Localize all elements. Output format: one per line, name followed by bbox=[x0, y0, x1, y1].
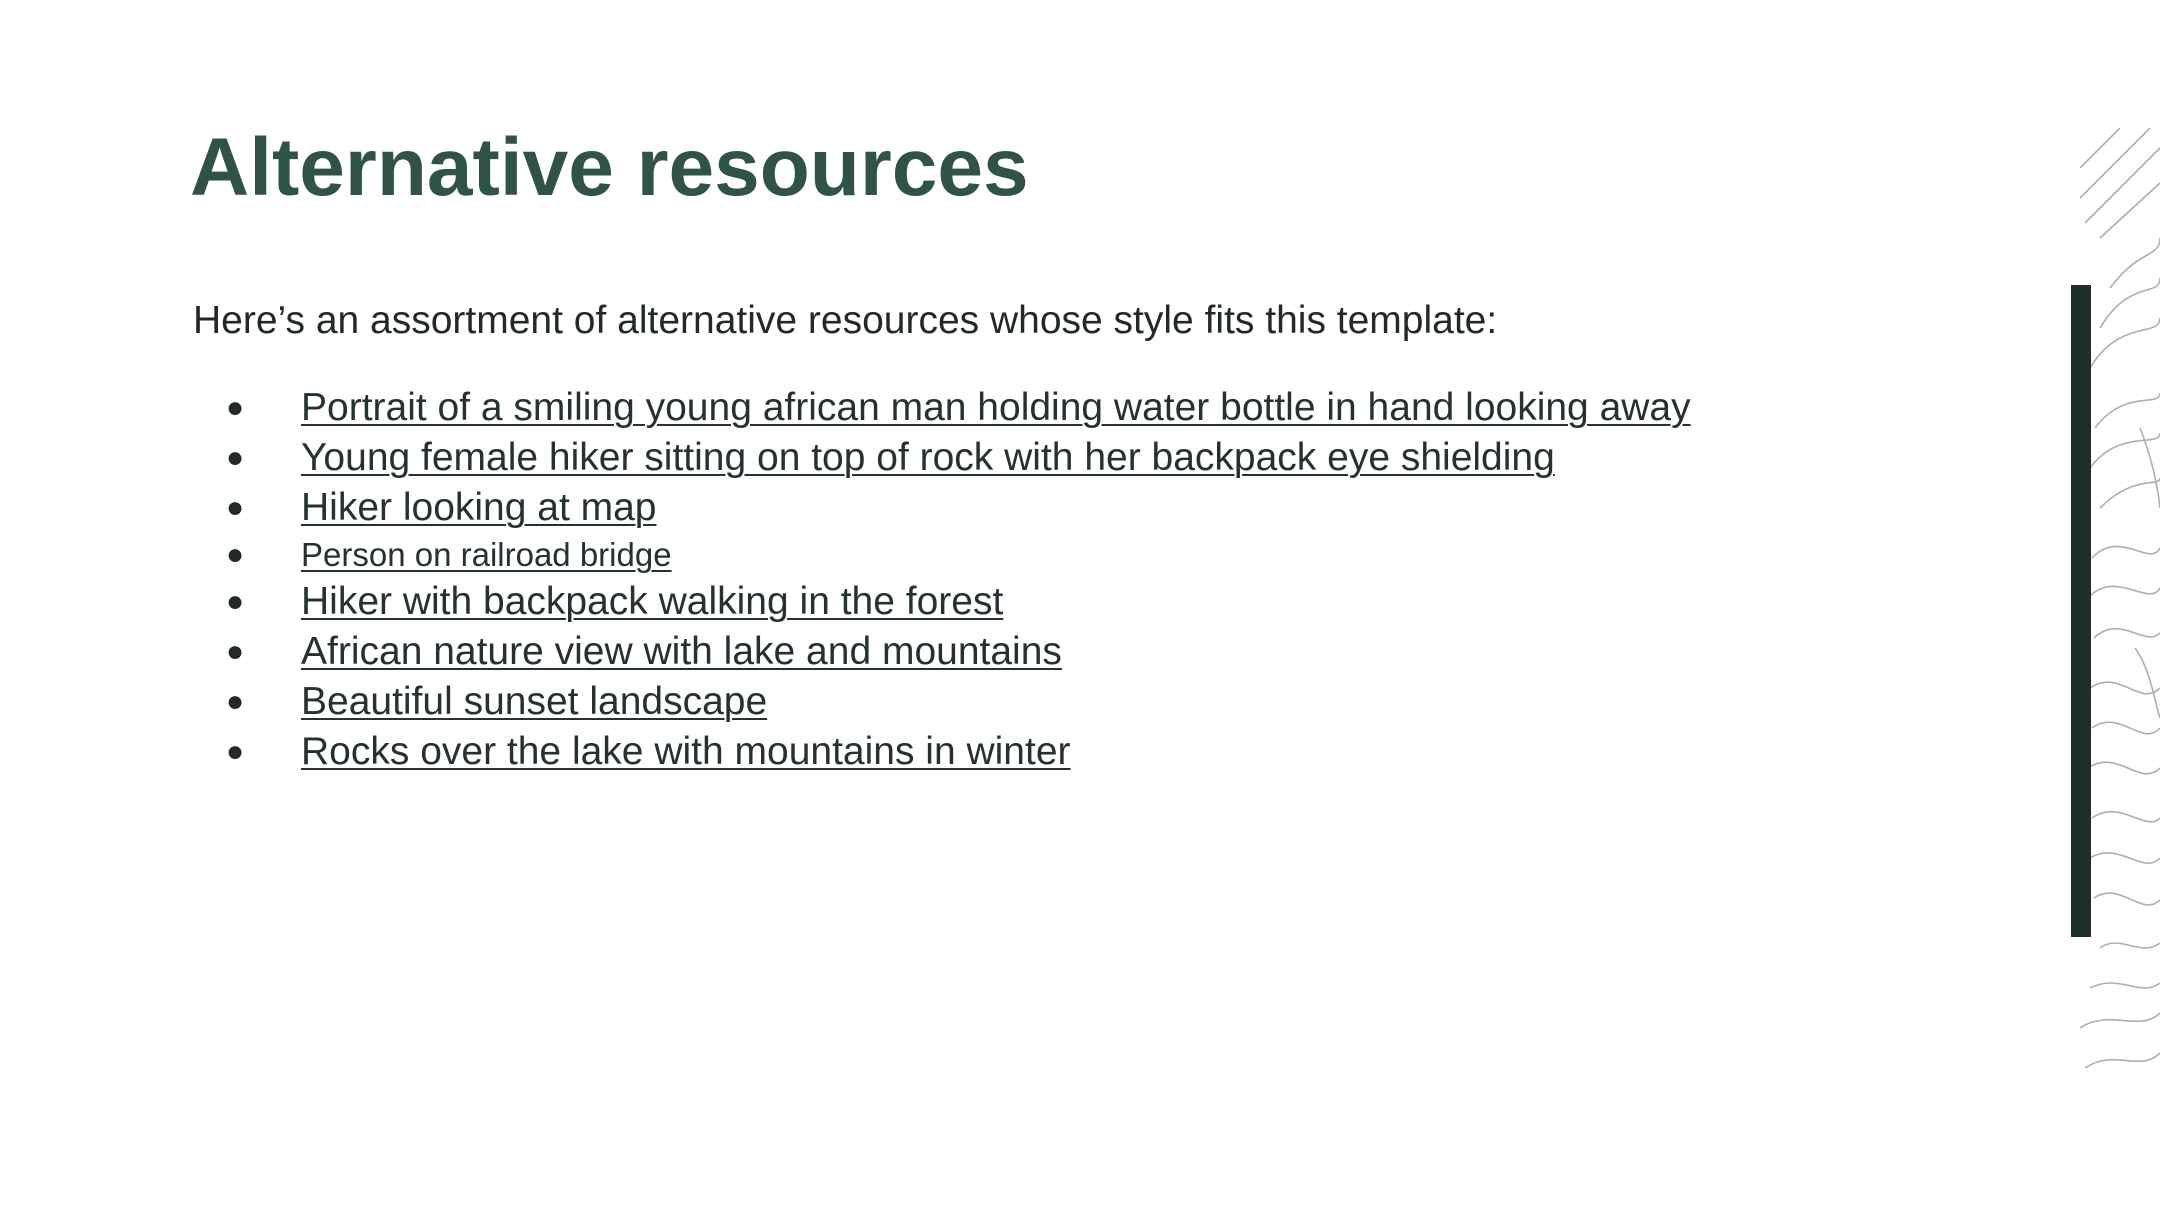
list-item bbox=[0, 433, 1900, 483]
resource-link[interactable]: Person on railroad bridge bbox=[301, 536, 672, 573]
accent-bar bbox=[2071, 285, 2091, 937]
resource-link[interactable]: Portrait of a smiling young african man holding water bottle in hand looking away bbox=[301, 386, 1691, 429]
resource-link[interactable]: Hiker looking at map bbox=[301, 486, 657, 529]
topographic-pattern-icon bbox=[2080, 128, 2160, 1088]
slide-title: Alternative resources bbox=[190, 122, 1029, 213]
bullet-icon: ● bbox=[226, 491, 245, 524]
bullet-icon: ● bbox=[226, 585, 245, 618]
resource-link[interactable]: Young female hiker sitting on top of rock with her backpack eye shielding bbox=[301, 436, 1555, 479]
list-item bbox=[0, 677, 1900, 727]
list-item bbox=[0, 383, 1900, 433]
list-item bbox=[0, 533, 1900, 577]
list-item bbox=[0, 727, 1900, 777]
list-item bbox=[0, 577, 1900, 627]
list-item bbox=[0, 483, 1900, 533]
list-item bbox=[0, 627, 1900, 677]
resource-link[interactable]: Rocks over the lake with mountains in winter bbox=[301, 730, 1071, 773]
bullet-icon: ● bbox=[226, 685, 245, 718]
bullet-icon: ● bbox=[226, 735, 245, 768]
resource-link[interactable]: African nature view with lake and mountains bbox=[301, 630, 1062, 673]
resource-link[interactable]: Hiker with backpack walking in the forest bbox=[301, 580, 1004, 623]
resource-list bbox=[0, 383, 1900, 777]
bullet-icon: ● bbox=[226, 441, 245, 474]
intro-text: Here’s an assortment of alternative resources whose style fits this template: bbox=[193, 299, 1498, 342]
resource-link[interactable]: Beautiful sunset landscape bbox=[301, 680, 768, 723]
bullet-icon: ● bbox=[226, 635, 245, 668]
bullet-icon: ● bbox=[226, 538, 245, 571]
bullet-icon: ● bbox=[226, 391, 245, 424]
